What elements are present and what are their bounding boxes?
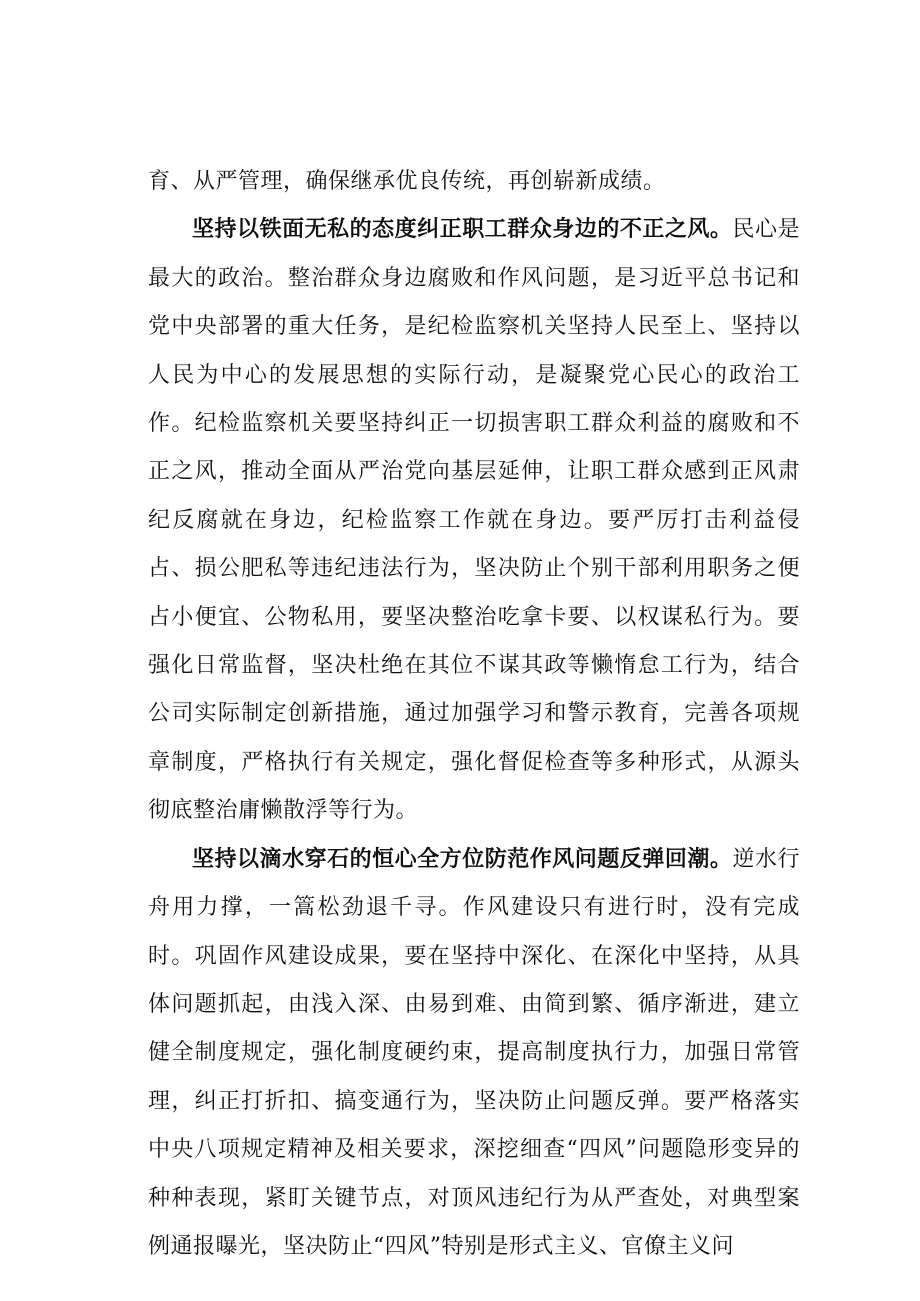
paragraph-continuation — [148, 158, 800, 206]
paragraph-heading: 坚持以滴水穿石的恒心全方位防范作风问题反弹回潮。 — [192, 846, 733, 872]
paragraph-heading: 坚持以铁面无私的态度纠正职工群众身边的不正之风。 — [192, 217, 733, 243]
paragraph-text: 逆水行舟用力撑，一篙松劲退千寻。作风建设只有进行时，没有完成时。巩固作风建设成果，要在坚持中深化、在深化中坚持，从具体问题抓起，由浅入深、由易到难、由简到繁、循序渐进，建立健全制度规定，强化制度硬约束，提高制度执行力，加强日常管理，纠正打折扣、搞变通行为，坚决防止问题反弹。要严格落实中央八项规定精神及相关要求，深挖细查“四风”问题隐形变异的种种表现，紧盯关键节点，对顶风违纪行为从严查处，对典型案例通报曝光，坚决防止“四风”特别是形式主义、官僚主义问 — [148, 846, 800, 1259]
paragraph-integrity — [148, 206, 800, 835]
paragraph-text: 民心是最大的政治。整治群众身边腐败和作风问题，是习近平总书记和党中央部署的重大任务，是纪检监察机关坚持人民至上、坚持以人民为中心的发展思想的实际行动，是凝聚党心民心的政治工作。纪检监察机关要坚持纠正一切损害职工群众利益的腐败和不正之风，推动全面从严治党向基层延伸，让职工群众感到正风肃纪反腐就在身边，纪检监察工作就在身边。要严厉打击利益侵占、损公肥私等违纪违法行为，坚决防止个别干部利用职务之便占小便宜、公物私用，要坚决整治吃拿卡要、以权谋私行为。要强化日常监督，坚决杜绝在其位不谋其政等懒惰怠工行为，结合公司实际制定创新措施，通过加强学习和警示教育，完善各项规章制度，严格执行有关规定，强化督促检查等多种形式，从源头彻底整治庸懒散浮等行为。 — [148, 217, 800, 824]
paragraph-persistence — [148, 836, 800, 1272]
document-body — [148, 158, 800, 1271]
paragraph-text: 育、从严管理，确保继承优良传统，再创崭新成绩。 — [148, 169, 666, 194]
